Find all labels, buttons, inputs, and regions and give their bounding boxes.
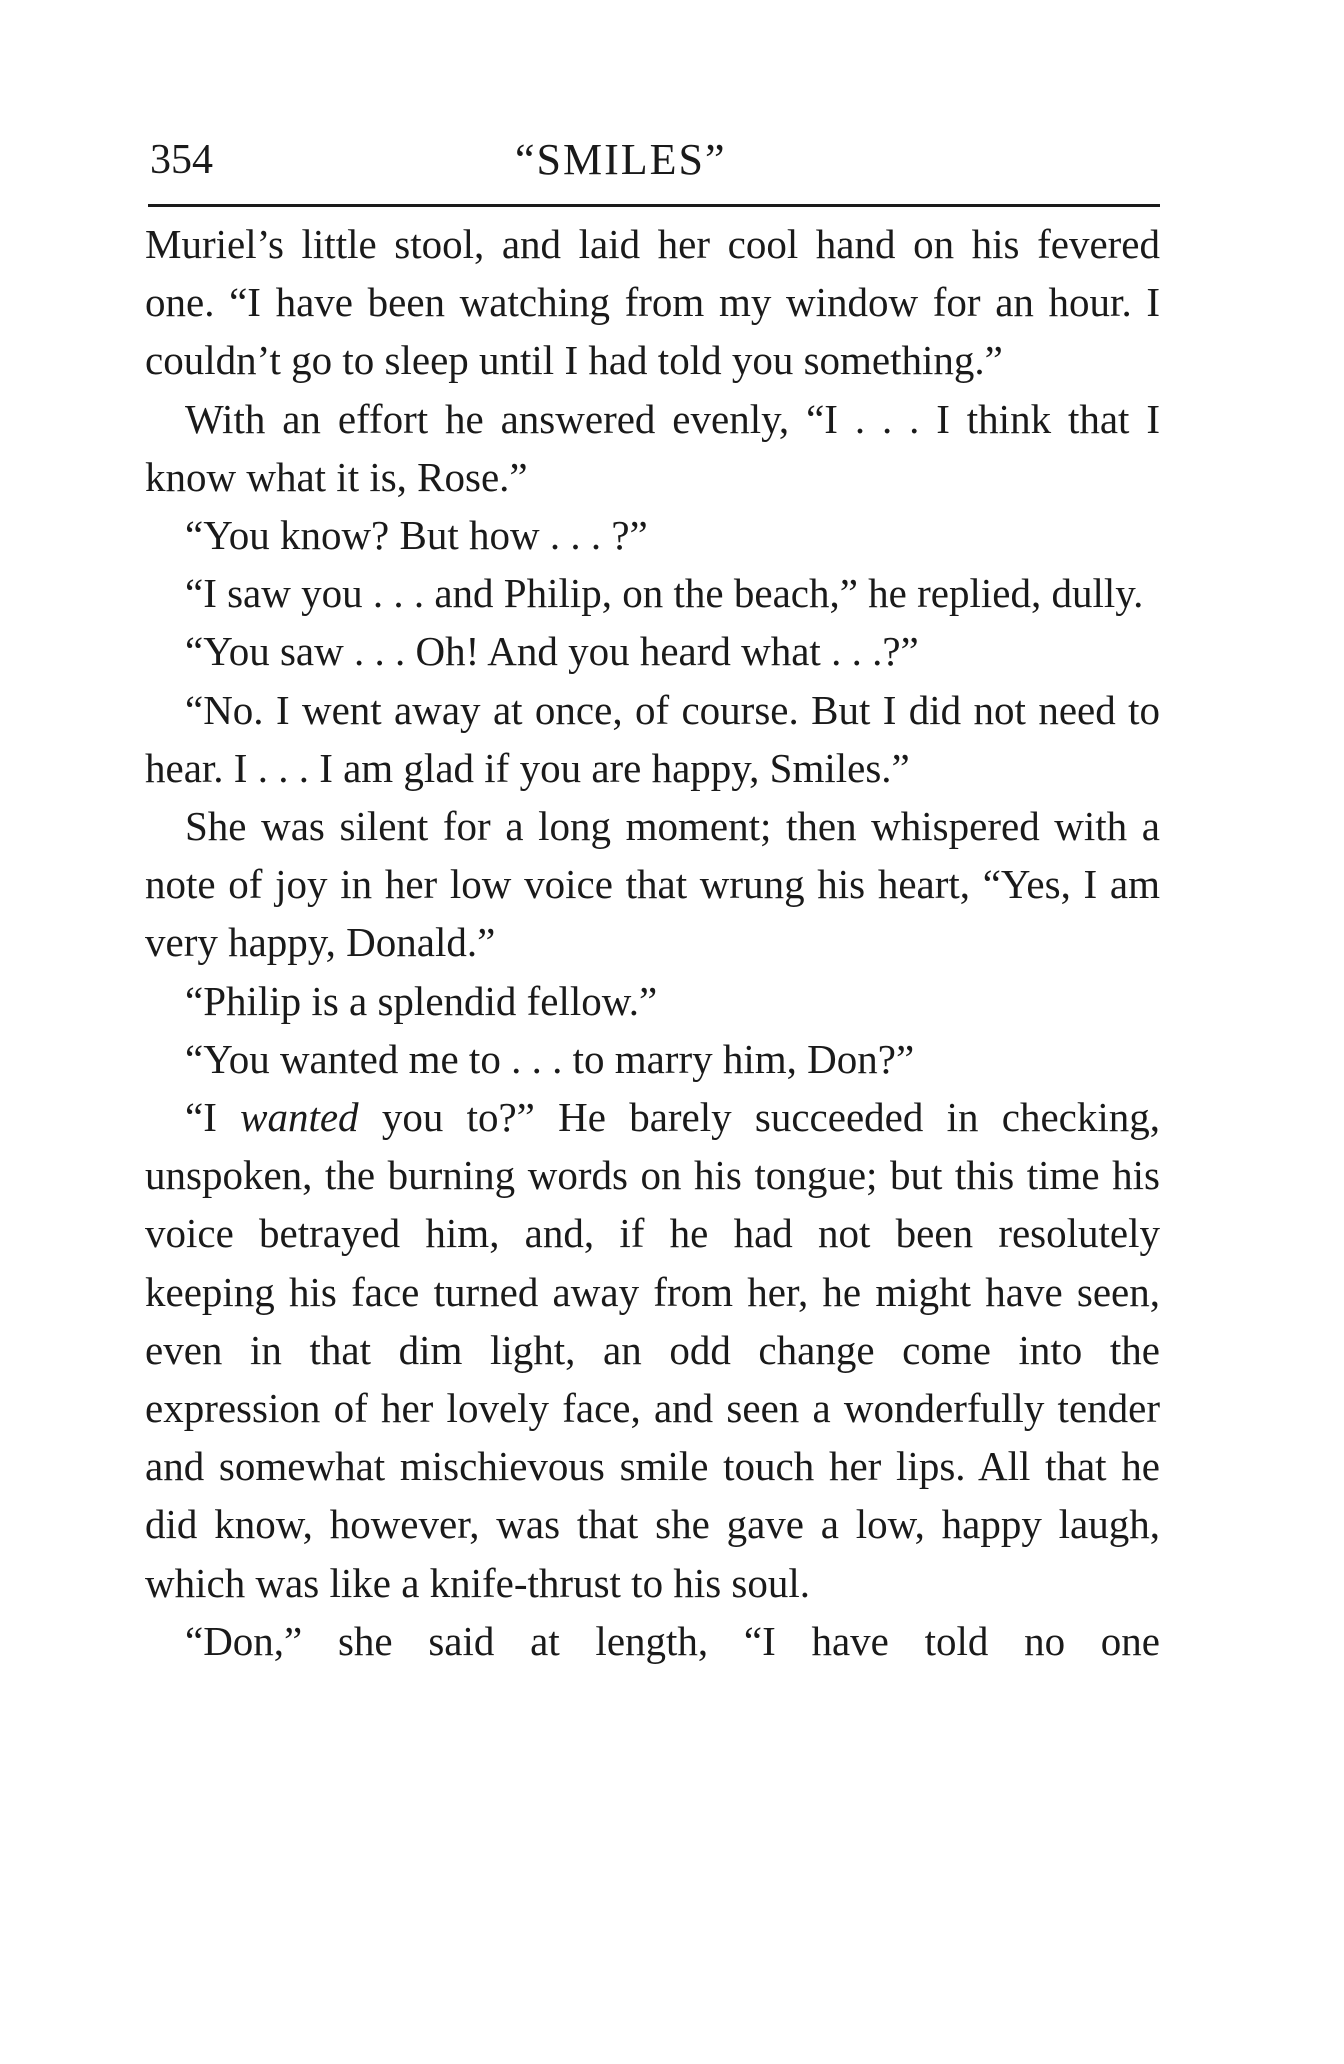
paragraph-10-emphasis: wanted bbox=[240, 1094, 359, 1141]
paragraph-10-after: you to?” He barely succeeded in checking, unspoken, the burning words on his tongue; but this time his voice betrayed him, and, if he had not been resolutely keeping his face turned away from her, he might have seen, even in that dim light, an odd change come into the expression of her lovely face, and seen a wonderfully tender and somewhat mischievous smile touch her lips. All that he did know, however, was that she gave a low, happy laugh, which was like a knife-thrust to his soul. bbox=[145, 1094, 1160, 1606]
paragraph-7: She was silent for a long moment; then whispered with a note of joy in her low voice that wrung his heart, “Yes, I am very happy, Donald.” bbox=[145, 803, 1160, 966]
running-title: “SMILES” bbox=[515, 135, 727, 184]
paragraph-10-before: “I bbox=[185, 1094, 241, 1141]
paragraph-3: “You know? But how . . . ?” bbox=[185, 512, 648, 559]
paragraph-2: With an effort he answered evenly, “I . . . I think that I know what it is, Rose.” bbox=[145, 395, 1160, 500]
page-number: 354 bbox=[150, 137, 213, 183]
paragraph-5: “You saw . . . Oh! And you heard what . . .?” bbox=[185, 628, 919, 675]
paragraph-11: “Don,” she said at length, “I have told no one bbox=[185, 1617, 1160, 1664]
paragraph-4: “I saw you . . . and Philip, on the beach,” he replied, dully. bbox=[185, 570, 1144, 617]
book-page bbox=[145, 128, 1160, 1664]
paragraph-10 bbox=[145, 1088, 1160, 1612]
paragraph-8: “Philip is a splendid fellow.” bbox=[185, 977, 658, 1024]
paragraph-6: “No. I went away at once, of course. But I did not need to hear. I . . . I am glad if you are happy, Smiles.” bbox=[145, 686, 1160, 791]
paragraph-9: “You wanted me to . . . to marry him, Don?” bbox=[185, 1035, 915, 1082]
running-head bbox=[145, 128, 1160, 192]
paragraph-1: Muriel’s little stool, and laid her cool hand on his fevered one. “I have been watching from my window for an hour. I couldn’t go to sleep until I had told you something.” bbox=[145, 221, 1160, 384]
header-rule bbox=[148, 204, 1160, 207]
body-text bbox=[145, 215, 1160, 1670]
